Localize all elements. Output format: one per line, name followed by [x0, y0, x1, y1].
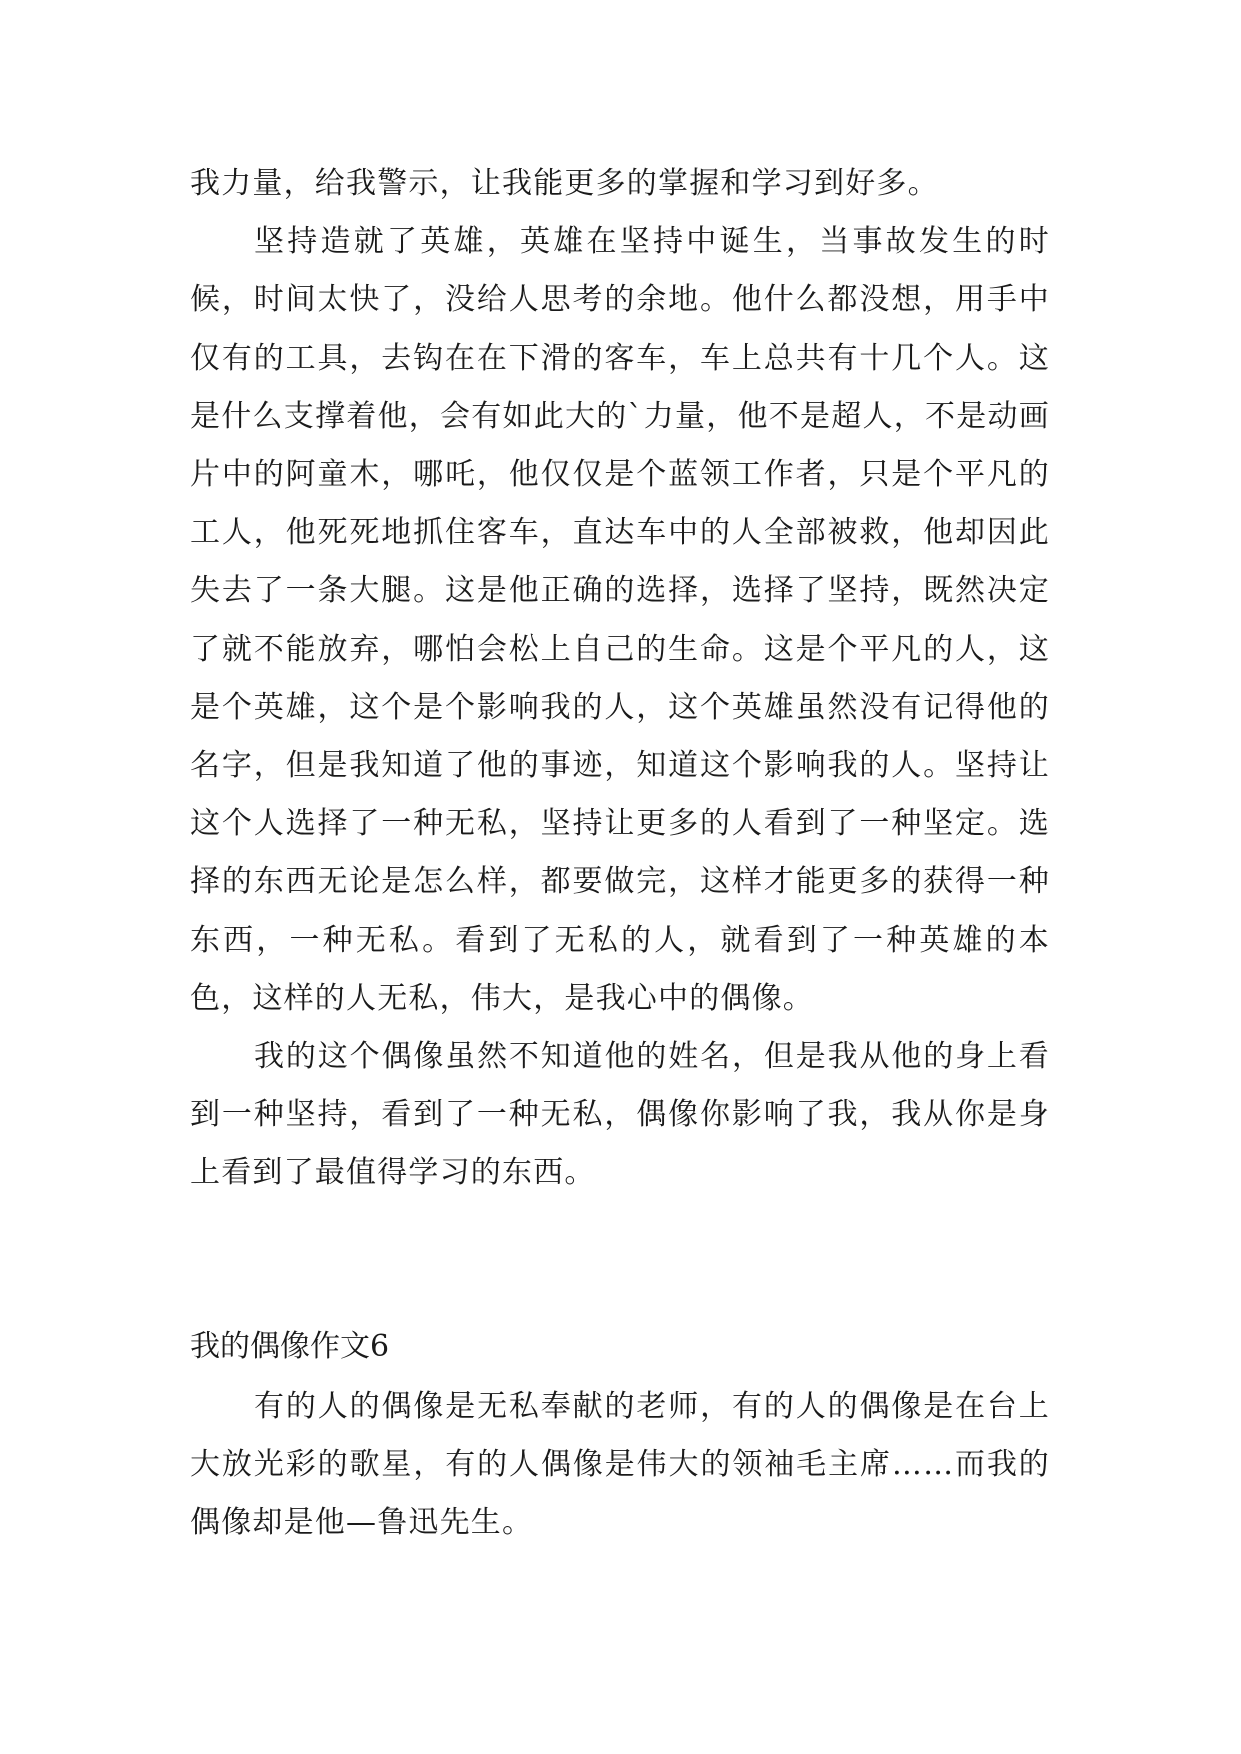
essay-6-heading: 我的偶像作文6	[190, 1329, 390, 1364]
paragraph-idols: 有的人的偶像是无私奉献的老师，有的人的偶像是在台上大放光彩的歌星，有的人偶像是伟大的领袖毛主席……而我的偶像却是他—鲁迅先生。	[190, 1389, 1050, 1541]
paragraph-conclusion: 我的这个偶像虽然不知道他的姓名，但是我从他的身上看到一种坚持，看到了一种无私，偶像你影响了我，我从你是身上看到了最值得学习的东西。	[190, 1039, 1050, 1191]
paragraph-continuation: 我力量，给我警示，让我能更多的掌握和学习到好多。	[190, 166, 939, 201]
essay-5-body	[190, 155, 1050, 1203]
paragraph-hero-story: 坚持造就了英雄，英雄在坚持中诞生，当事故发生的时候，时间太快了，没给人思考的余地。他什么都没想，用手中仅有的工具，去钩在在下滑的客车，车上总共有十几个人。这是什么支撑着他，会有如此大的`力量，他不是超人，不是动画片中的阿童木，哪吒，他仅仅是个蓝领工作者，只是个平凡的工人，他死死地抓住客车，直达车中的人全部被救，他却因此失去了一条大腿。这是他正确的选择，选择了坚持，既然决定了就不能放弃，哪怕会松上自己的生命。这是个平凡的人，这是个英雄，这个是个影响我的人，这个英雄虽然没有记得他的名字，但是我知道了他的事迹，知道这个影响我的人。坚持让这个人选择了一种无私，坚持让更多的人看到了一种坚定。选择的东西无论是怎么样，都要做完，这样才能更多的获得一种东西，一种无私。看到了无私的人，就看到了一种英雄的本色，这样的人无私，伟大，是我心中的偶像。	[190, 224, 1050, 1016]
essay-6-body	[190, 1378, 1050, 1553]
